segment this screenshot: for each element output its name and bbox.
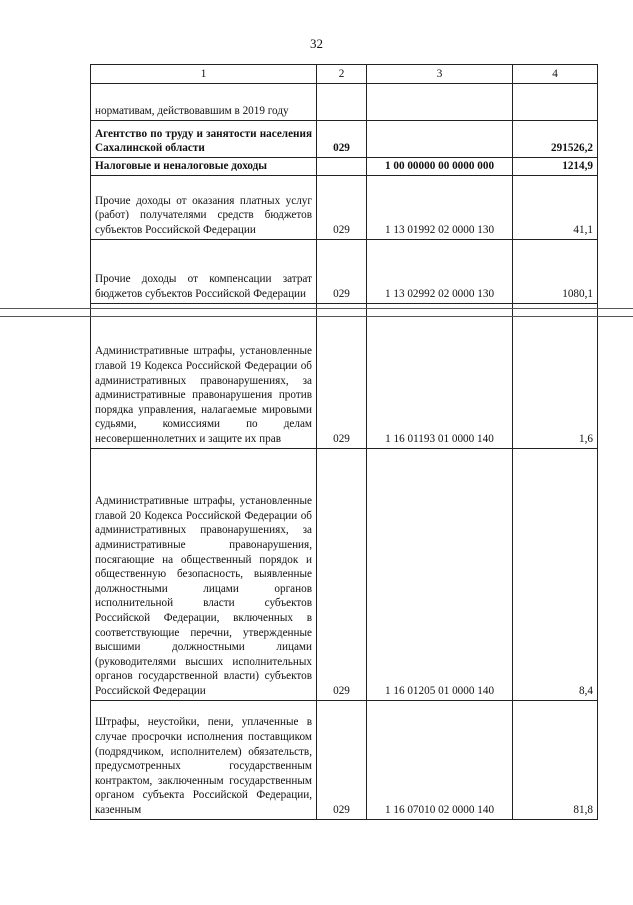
row-revenue-code xyxy=(367,121,513,158)
row-description: Административные штрафы, установленные главой 20 Кодекса Российской Федерации об административных правонарушениях, за административные правонарушения, посягающие на общественный порядок и общественную безопасность, выявленные должностными лицами органов исполнительной власти субъектов Российской Федерации, включенных в соответствующие перечни, утвержденные высшими должностными лицами (руководителями высших исполнительных органов государственной власти) субъектов Российской Федерации xyxy=(91,448,317,700)
row-description: Административные штрафы, установленные главой 19 Кодекса Российской Федерации об административных правонарушениях, за административные правонарушения против порядка управления, налагаемые мировыми судьями, комиссиями по делам несовершеннолетних и защите их прав xyxy=(91,303,317,448)
row-admin-code: 029 xyxy=(317,175,367,239)
row-description: Агентство по труду и занятости населения Сахалинской области xyxy=(91,121,317,158)
row-amount: 1,6 xyxy=(513,303,598,448)
row-amount: 1214,9 xyxy=(513,158,598,176)
row-amount: 291526,2 xyxy=(513,121,598,158)
row-revenue-code: 1 13 01992 02 0000 130 xyxy=(367,175,513,239)
row-admin-code: 029 xyxy=(317,448,367,700)
row-amount: 1080,1 xyxy=(513,239,598,303)
row-revenue-code: 1 13 02992 02 0000 130 xyxy=(367,239,513,303)
header-col-4: 4 xyxy=(513,65,598,84)
row-admin-code: 029 xyxy=(317,303,367,448)
row-description: нормативам, действовавшим в 2019 году xyxy=(91,84,317,121)
table-row xyxy=(91,239,598,303)
row-admin-code: 029 xyxy=(317,121,367,158)
table-header-row xyxy=(91,65,598,84)
row-amount: 41,1 xyxy=(513,175,598,239)
table-row xyxy=(91,121,598,158)
row-revenue-code xyxy=(367,84,513,121)
row-admin-code: 029 xyxy=(317,239,367,303)
row-admin-code xyxy=(317,158,367,176)
row-revenue-code: 1 00 00000 00 0000 000 xyxy=(367,158,513,176)
table-row xyxy=(91,448,598,700)
row-revenue-code: 1 16 01205 01 0000 140 xyxy=(367,448,513,700)
row-revenue-code: 1 16 01193 01 0000 140 xyxy=(367,303,513,448)
row-amount: 81,8 xyxy=(513,700,598,819)
row-amount: 8,4 xyxy=(513,448,598,700)
scan-artifact-line xyxy=(0,308,633,309)
table-row xyxy=(91,84,598,121)
row-admin-code xyxy=(317,84,367,121)
header-col-1: 1 xyxy=(91,65,317,84)
table-row xyxy=(91,175,598,239)
revenue-table xyxy=(90,64,598,820)
header-col-3: 3 xyxy=(367,65,513,84)
row-description: Прочие доходы от компенсации затрат бюджетов субъектов Российской Федерации xyxy=(91,239,317,303)
row-admin-code: 029 xyxy=(317,700,367,819)
row-revenue-code: 1 16 07010 02 0000 140 xyxy=(367,700,513,819)
scan-artifact-line xyxy=(0,316,633,317)
table-row xyxy=(91,158,598,176)
page-number: 32 xyxy=(310,36,323,51)
table-row xyxy=(91,700,598,819)
row-description: Штрафы, неустойки, пени, уплаченные в случае просрочки исполнения поставщиком (подрядчиком, исполнителем) обязательств, предусмотренных государственным контрактом, заключенным государственным органом субъекта Российской Федерации, казенным xyxy=(91,700,317,819)
header-col-2: 2 xyxy=(317,65,367,84)
table-row xyxy=(91,303,598,448)
table-body xyxy=(91,84,598,820)
row-amount xyxy=(513,84,598,121)
row-description: Налоговые и неналоговые доходы xyxy=(91,158,317,176)
row-description: Прочие доходы от оказания платных услуг (работ) получателями средств бюджетов субъектов Российской Федерации xyxy=(91,175,317,239)
